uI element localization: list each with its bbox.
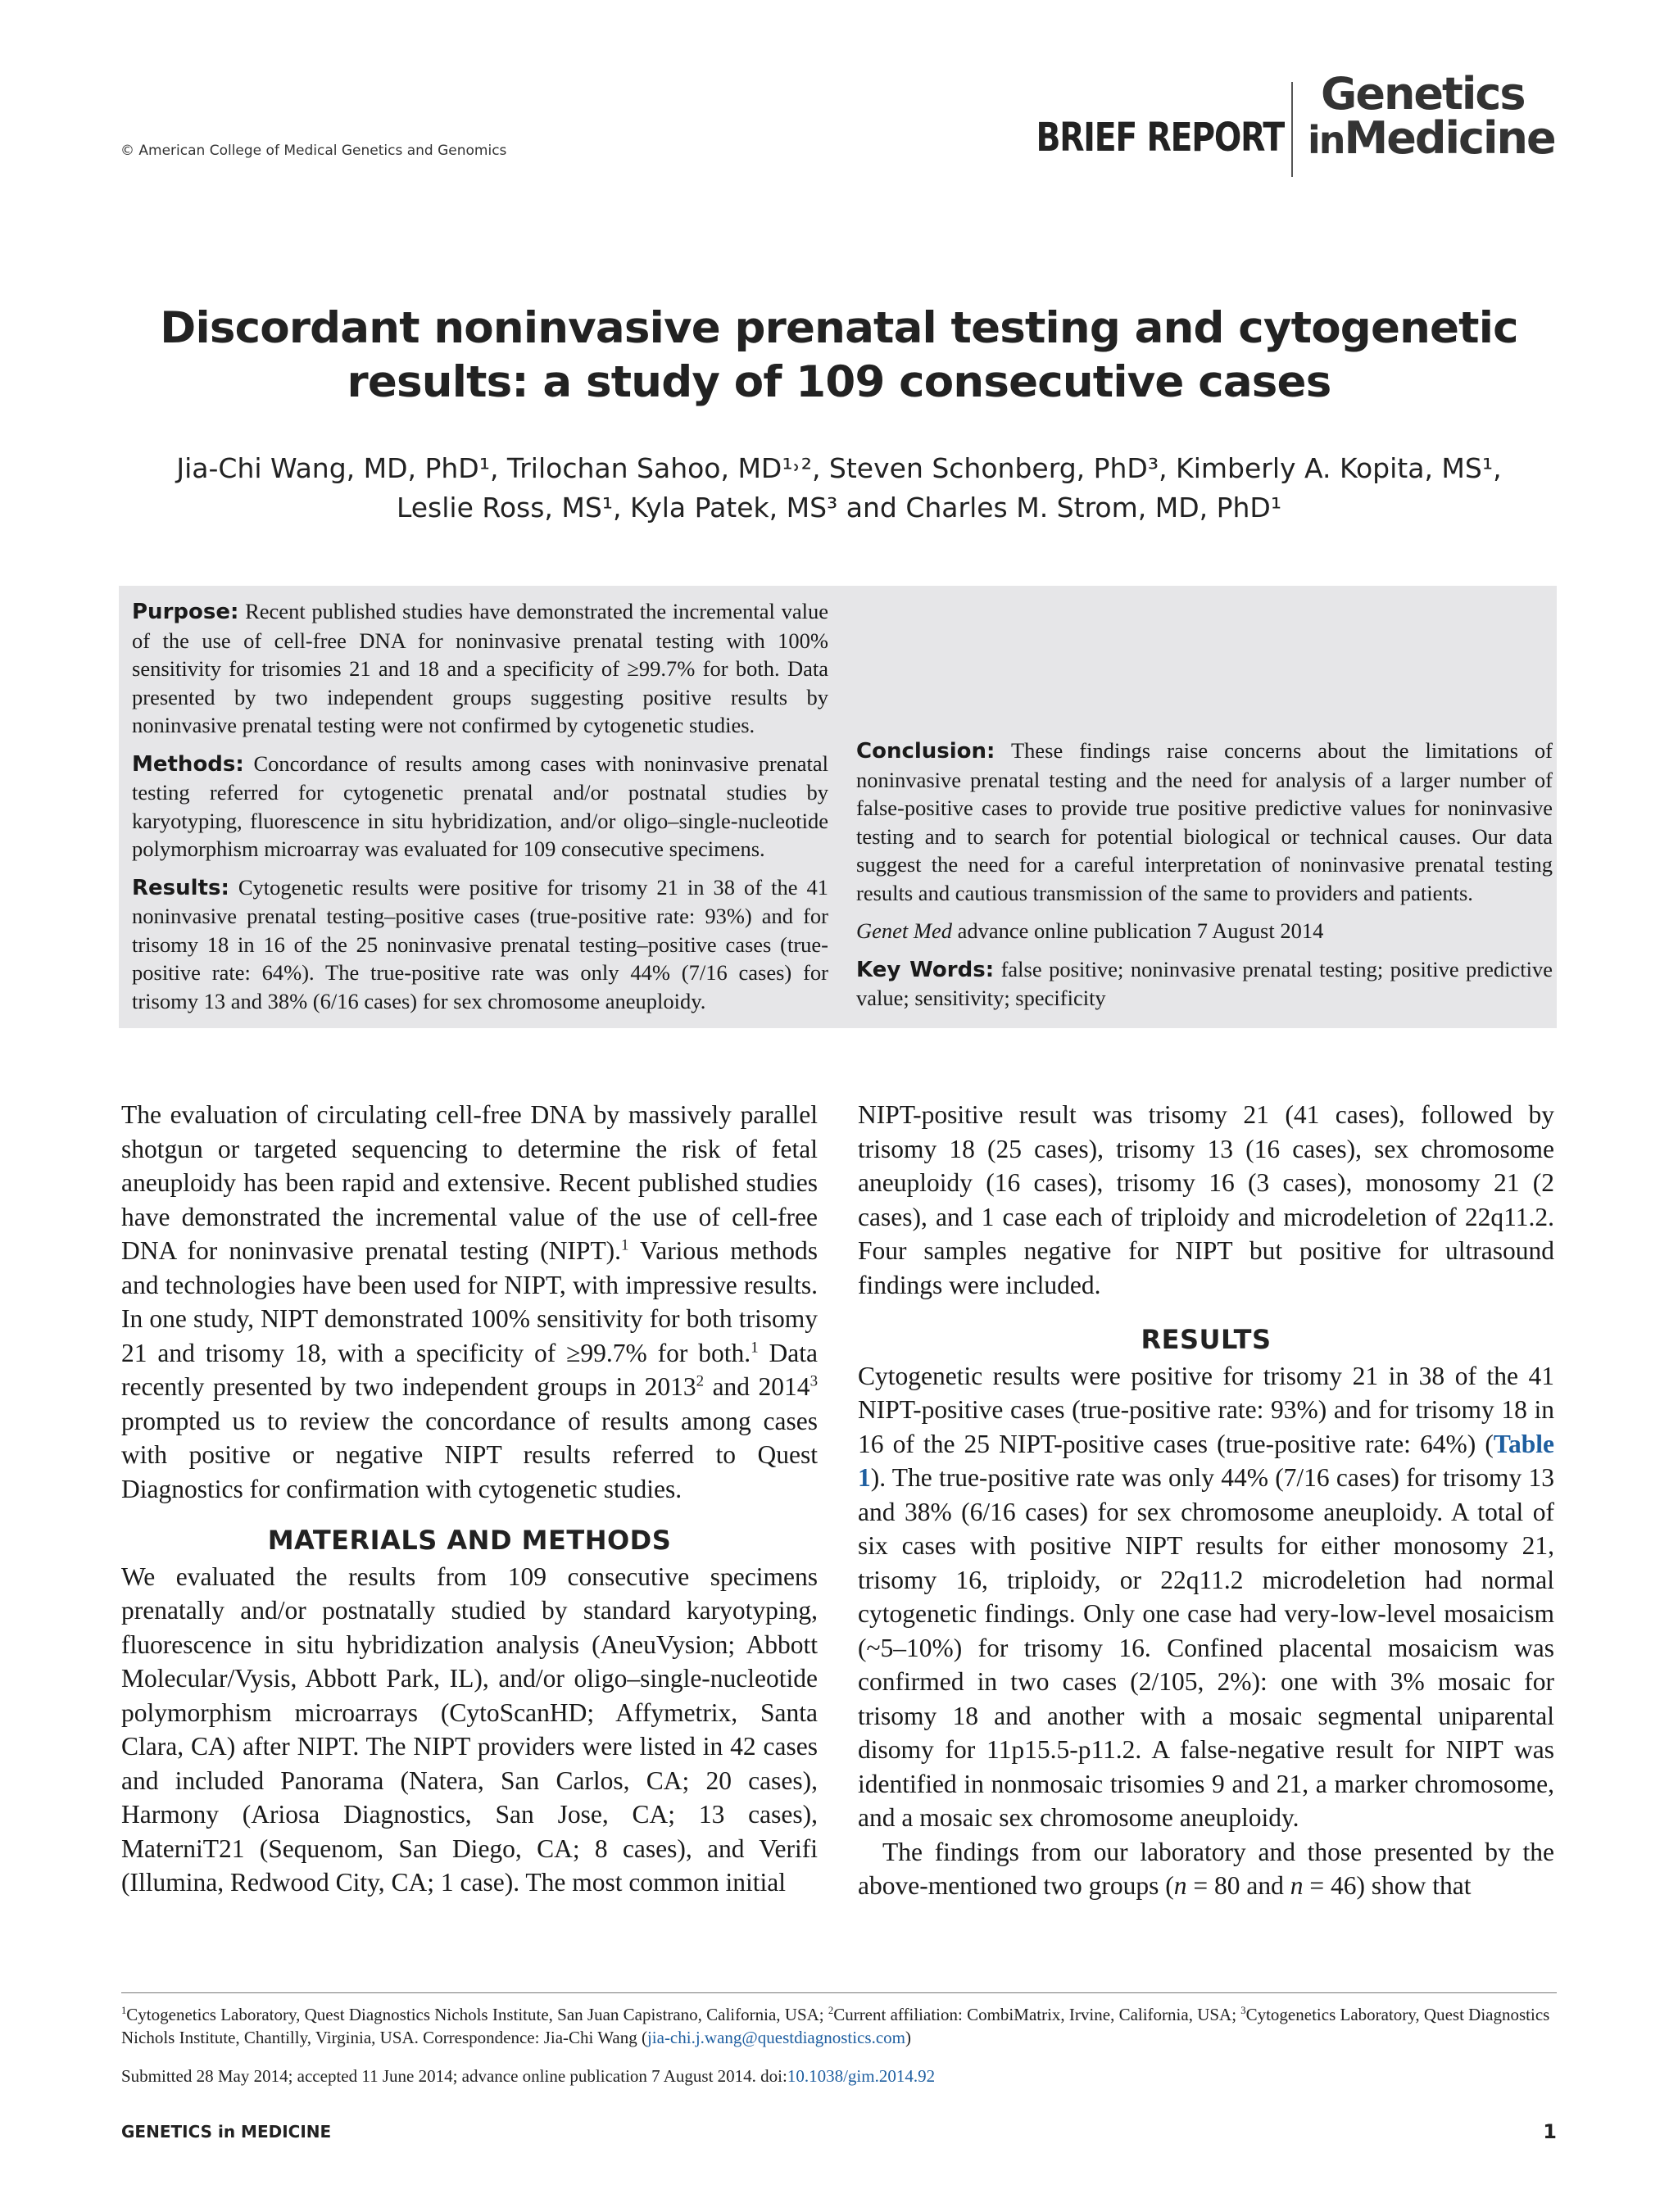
methods-paragraph-continued: NIPT-positive result was trisomy 21 (41 cases), followed by trisomy 18 (25 cases), trisomy 13 (16 cases), sex chromosome aneuploidy (16 cases), trisomy 16 (3 cases), monosomy 21 (2 cases), and 1 case each of triploidy and microdeletion of 22q11.2. Four samples negative for NIPT but positive for ultrasound findings were included. bbox=[858, 1100, 1554, 1299]
abstract-purpose-text: Recent published studies have demonstrated the incremental value of the use of cell-free DNA for noninvasive prenatal testing with 100% sensitivity for trisomies 21 and 18 and a specificity of ≥99.7% for both. Data presented by two independent groups suggesting positive results by noninvasive prenatal testing were not confirmed by cytogenetic studies. bbox=[132, 599, 829, 737]
journal-logo-in: in bbox=[1308, 118, 1345, 162]
results-text-1a: Cytogenetic results were positive for trisomy 21 in 38 of the 41 NIPT-positive cases (true-positive rate: 93%) and for trisomy 18 in 16 of the 25 NIPT-positive cases (true-positive rate: 64%) ( bbox=[858, 1361, 1554, 1458]
page-number: 1 bbox=[1543, 2120, 1557, 2143]
article-title: Discordant noninvasive prenatal testing and cytogenetic results: a study of 109 consecutive cases bbox=[160, 303, 1518, 407]
body-left-column bbox=[121, 1098, 818, 1900]
abstract-keywords bbox=[856, 955, 1553, 1013]
header-divider bbox=[1291, 82, 1293, 177]
ref-1b[interactable]: 1 bbox=[751, 1339, 759, 1356]
intro-text-1: The evaluation of circulating cell-free DNA by massively parallel shotgun or targeted sequencing to determine the risk of fetal aneuploidy has been rapid and extensive. Recent published studies have demonstrated the incremental value of the use of cell-free DNA for noninvasive prenatal testing (NIPT). bbox=[121, 1100, 818, 1265]
affil-text-end: ) bbox=[905, 2028, 911, 2047]
article-type-label: BRIEF REPORT bbox=[1036, 115, 1285, 161]
results-paragraph-1 bbox=[858, 1359, 1554, 1835]
abstract-box bbox=[119, 586, 1557, 1028]
ref-1a[interactable]: 1 bbox=[621, 1236, 629, 1254]
methods-heading: MATERIALS AND METHODS bbox=[267, 1525, 672, 1556]
results-text-2c: = 46) show that bbox=[1303, 1871, 1472, 1900]
results-heading: RESULTS bbox=[1141, 1324, 1272, 1355]
abstract-methods-text: Concordance of results among cases with noninvasive prenatal testing referred for cytogenetic prenatal and/or postnatal studies by karyotyping, fluorescence in situ hybridization, and/or oligo–single-nucleotide polymorphism microarray was evaluated for 109 consecutive specimens. bbox=[132, 750, 829, 861]
affil-sup-2: 2 bbox=[828, 2005, 834, 2016]
intro-text-3: Data recently presented by two independent groups in 2013 bbox=[121, 1338, 818, 1401]
abstract-conclusion-text: These findings raise concerns about the limitations of noninvasive prenatal testing and the need for analysis of a larger number of false-positive cases to provide true positive predictive values for noninvasive testing and to search for potential biological or technical causes. Our data suggest the need for a careful interpretation of noninvasive prenatal testing results and cautious transmission of the same to providers and patients. bbox=[856, 738, 1553, 905]
intro-text-2: Various methods and technologies have been used for NIPT, with impressive results. In one study, NIPT demonstrated 100% sensitivity for both trisomy 21 and trisomy 18, with a specificity of ≥99.7% for both. bbox=[121, 1236, 818, 1367]
results-paragraph-2 bbox=[858, 1835, 1554, 1903]
submission-text: Submitted 28 May 2014; accepted 11 June 2014; advance online publication 7 August 2014. doi: bbox=[121, 2066, 787, 2086]
abstract-results-label: Results: bbox=[132, 875, 229, 900]
journal-logo-medicine: Medicine bbox=[1344, 112, 1555, 164]
abstract-results-text: Cytogenetic results were positive for trisomy 21 in 38 of the 41 noninvasive prenatal testing–positive cases (true-positive rate: 93%) and for trisomy 18 in 16 of the 25 noninvasive prenatal testing–positive cases (true-positive rate: 64%). The true-positive rate was only 44% (7/16 cases) for trisomy 13 and 38% (6/16 cases) for sex chromosome aneuploidy. bbox=[132, 874, 829, 1013]
abstract-keywords-label: Key Words: bbox=[856, 957, 995, 982]
results-n1: n bbox=[1173, 1871, 1187, 1900]
authors-line-2: Leslie Ross, MS¹, Kyla Patek, MS³ and Charles M. Strom, MD, PhD¹ bbox=[396, 492, 1282, 524]
author-list bbox=[115, 449, 1563, 528]
copyright-notice: © American College of Medical Genetics and Genomics bbox=[120, 143, 507, 159]
abstract-citation-text: advance online publication 7 August 2014 bbox=[957, 918, 1324, 943]
journal-logo-line2 bbox=[1308, 112, 1562, 164]
footer-journal-name: GENETICS in MEDICINE bbox=[121, 2122, 332, 2142]
affil-sup-1: 1 bbox=[121, 2005, 127, 2016]
intro-paragraph bbox=[121, 1098, 818, 1506]
affil-text-c: Cytogenetics Laboratory, Quest Diagnostics Nichols Institute, Chantilly, Virginia, USA. Correspondence: Jia-Chi Wang ( bbox=[121, 2005, 1550, 2047]
abstract-conclusion-label: Conclusion: bbox=[856, 739, 995, 764]
results-text-1b: ). The true-positive rate was only 44% (7/16 cases) for trisomy 13 and 38% (6/16 cases) for sex chromosome aneuploidy. A total of six cases with positive NIPT results for either monosomy 21, trisomy 16, triploidy, or 22q11.2 microdeletion had normal cytogenetic findings. Only one case had very-low-level mosaicism (~5–10%) for trisomy 16. Confined placental mosaicism was confirmed in two cases (2/105, 2%): one with 3% mosaic for trisomy 18 and another with a mosaic segmental uniparental disomy for 11p15.5-p11.2. A false-negative result for NIPT was identified in nonmosaic trisomies 9 and 21, a marker chromosome, and a mosaic sex chromosome aneuploidy. bbox=[858, 1463, 1554, 1832]
abstract-methods bbox=[132, 750, 828, 863]
ref-2[interactable]: 2 bbox=[696, 1372, 705, 1390]
abstract-left-column bbox=[132, 597, 828, 1025]
journal-logo bbox=[1308, 68, 1562, 164]
abstract-right-column bbox=[856, 597, 1553, 1022]
authors-line-1: Jia-Chi Wang, MD, PhD¹, Trilochan Sahoo, MD¹˒², Steven Schonberg, PhD³, Kimberly A. Kopita, MS¹, bbox=[176, 452, 1502, 484]
results-text-2b: = 80 and bbox=[1186, 1871, 1290, 1900]
abstract-conclusion bbox=[856, 737, 1553, 907]
intro-text-5: prompted us to review the concordance of results among cases with positive or negative NIPT results referred to Quest Diagnostics for confirmation with cytogenetic studies. bbox=[121, 1406, 818, 1503]
abstract-purpose-label: Purpose: bbox=[132, 600, 239, 624]
abstract-methods-label: Methods: bbox=[132, 751, 244, 777]
affiliations-footnote bbox=[121, 2003, 1557, 2049]
results-n2: n bbox=[1290, 1871, 1304, 1900]
intro-text-4: and 2014 bbox=[704, 1372, 810, 1401]
abstract-citation bbox=[856, 917, 1553, 945]
table-1-link[interactable]: Table 1 bbox=[858, 1429, 1554, 1492]
correspondence-email-link[interactable]: jia-chi.j.wang@questdiagnostics.com bbox=[646, 2028, 905, 2047]
abstract-results bbox=[132, 873, 828, 1016]
abstract-purpose bbox=[132, 597, 828, 740]
ref-3[interactable]: 3 bbox=[810, 1372, 819, 1390]
abstract-citation-journal: Genet Med bbox=[856, 918, 952, 943]
abstract-keywords-text: false positive; noninvasive prenatal testing; positive predictive value; sensitivity; specificity bbox=[856, 956, 1553, 1010]
methods-paragraph: We evaluated the results from 109 consecutive specimens prenatally and/or postnatally studied by standard karyotyping, fluorescence in situ hybridization analysis (AneuVysion; Abbott Molecular/Vysis, Abbott Park, IL), and/or oligo–single-nucleotide polymorphism microarrays (CytoScanHD; Affymetrix, Santa Clara, CA) after NIPT. The NIPT providers were listed in 42 cases and included Panorama (Natera, San Carlos, CA; 20 cases), Harmony (Ariosa Diagnostics, San Jose, CA; 13 cases), MaterniT21 (Sequenom, San Diego, CA; 8 cases), and Verifi (Illumina, Redwood City, CA; 1 case). The most common initial bbox=[121, 1562, 818, 1897]
body-right-column bbox=[858, 1098, 1554, 1903]
submission-dates bbox=[121, 2065, 1557, 2087]
affil-text-b: Current affiliation: CombiMatrix, Irvine, California, USA; bbox=[833, 2005, 1241, 2024]
footnote-divider bbox=[121, 1992, 1557, 1993]
affil-sup-3: 3 bbox=[1240, 2005, 1246, 2016]
doi-link[interactable]: 10.1038/gim.2014.92 bbox=[787, 2066, 936, 2086]
affil-text-a: Cytogenetics Laboratory, Quest Diagnostics Nichols Institute, San Juan Capistrano, California, USA; bbox=[126, 2005, 828, 2024]
journal-logo-line1: Genetics bbox=[1321, 68, 1525, 120]
results-text-2a: The findings from our laboratory and those presented by the above-mentioned two groups ( bbox=[858, 1837, 1554, 1900]
